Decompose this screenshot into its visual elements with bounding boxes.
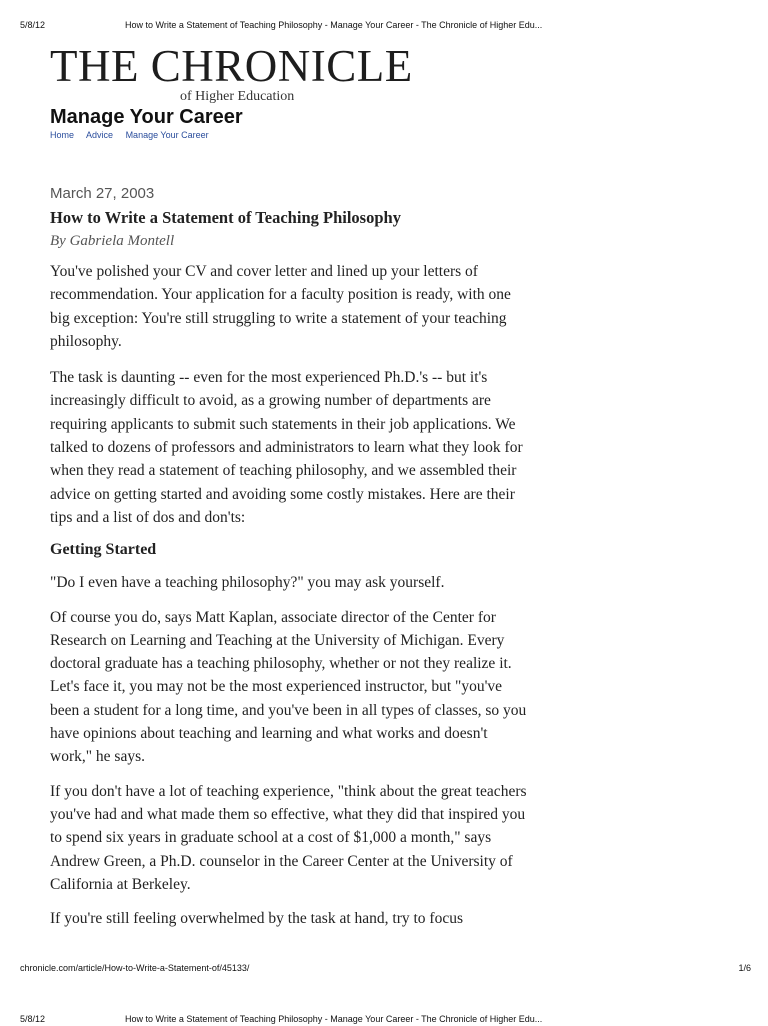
print-header (0, 20, 768, 34)
breadcrumb-manage-career-link[interactable]: Manage Your Career (125, 130, 209, 140)
print-header-next-page (0, 1014, 768, 1026)
article-byline: By Gabriela Montell (50, 233, 175, 249)
article-paragraph: If you don't have a lot of teaching experience, "think about the great teachers you've had and what made them so effective, what they did that inspired you to spend six years in graduate school at a cost of $1,000 a month," says Andrew Green, a Ph.D. counselor in the Career Center at the University of California at Berkeley. (50, 782, 527, 893)
article-title: How to Write a Statement of Teaching Philosophy (50, 208, 401, 227)
breadcrumb-home-link[interactable]: Home (50, 130, 75, 140)
section-title: Manage Your Career (50, 106, 243, 128)
article-paragraph: If you're still feeling overwhelmed by the task at hand, try to focus (50, 910, 463, 928)
print-date: 5/8/12 (20, 20, 46, 30)
article-paragraph: The task is daunting -- even for the most experienced Ph.D.'s -- but it's increasingly difficult to avoid, as a growing number of departments are requiring applicants to submit such statements in their job applications. We talked to dozens of professors and administrators to learn what they look for when they read a statement of teaching philosophy, and we assembled their advice on getting started and avoiding some costly mistakes. Here are their tips and a list of dos and don'ts: (50, 369, 523, 526)
print-date: 5/8/12 (20, 1014, 46, 1024)
article-paragraph: "Do I even have a teaching philosophy?" you may ask yourself. (50, 574, 445, 592)
article-subhead: Getting Started (50, 541, 157, 559)
print-page-title: How to Write a Statement of Teaching Philosophy - Manage Your Career - The Chronicle of Higher Edu... (125, 20, 543, 30)
logo-main[interactable]: THE CHRONICLE (50, 41, 413, 91)
breadcrumb-advice-link[interactable]: Advice (86, 130, 114, 140)
print-url: chronicle.com/article/How-to-Write-a-Statement-of/45133/ (20, 963, 250, 973)
article (50, 183, 530, 930)
print-page-number: 1/6 (738, 963, 751, 973)
article-paragraph: Of course you do, says Matt Kaplan, associate director of the Center for Research on Learning and Teaching at the University of Michigan. Every doctoral graduate has a teaching philosophy, whether or not they realize it. Let's face it, you may not be the most experienced instructor, but "you've been a student for a long time, and you've been in all types of classes, so you have opinions about teaching and learning and what works and doesn't work," he says. (50, 608, 527, 766)
article-date: March 27, 2003 (50, 185, 155, 202)
print-page-title: How to Write a Statement of Teaching Philosophy - Manage Your Career - The Chronicle of Higher Edu... (125, 1014, 543, 1024)
breadcrumb (50, 130, 219, 140)
article-paragraph: You've polished your CV and cover letter and lined up your letters of recommendation. Your application for a faculty position is ready, with one big exception: You're still struggling to write a statement of your teaching philosophy. (50, 263, 511, 350)
print-footer (0, 963, 768, 977)
masthead (50, 41, 470, 104)
logo-subtitle: of Higher Education (180, 89, 295, 104)
